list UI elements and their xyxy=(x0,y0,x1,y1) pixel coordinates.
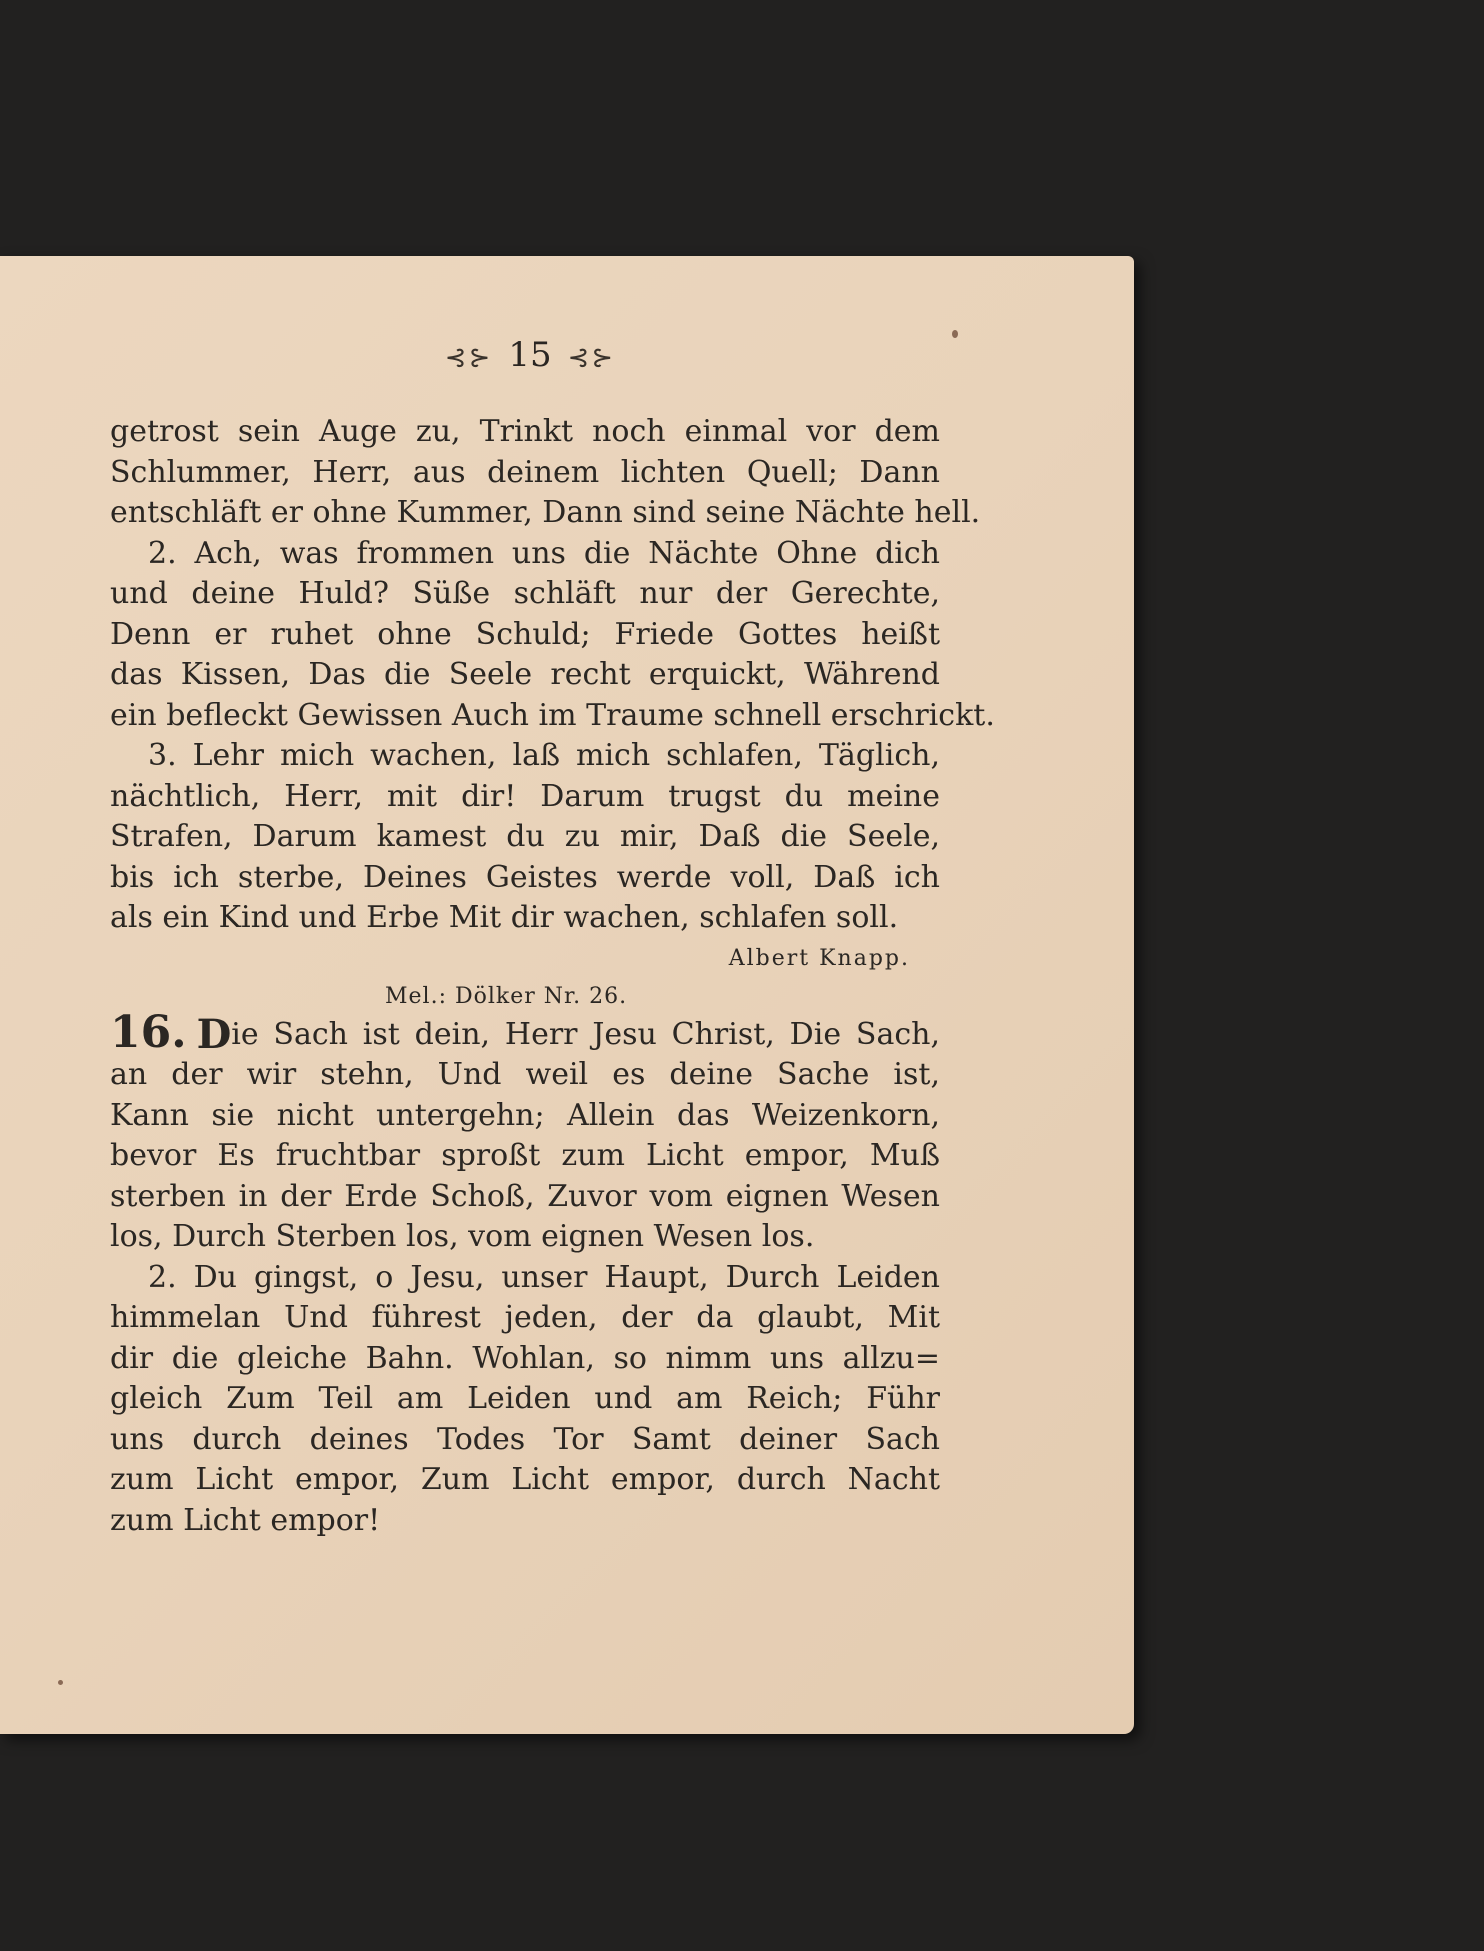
text-line: los, Durch Sterben los, vom eignen Wesen los. xyxy=(110,1219,815,1254)
running-head xyxy=(410,335,650,375)
verse-line: Strafen, Darum kamest du zu mir, Daß die Seele, xyxy=(110,819,940,854)
page-text xyxy=(110,412,995,1541)
verse-line: bis ich sterbe, Deines Geistes werde voll, Daß ich xyxy=(110,859,940,895)
verse-line: und deine Huld? Süße schläft nur der Gerechte, xyxy=(110,576,940,611)
verse-line: uns durch deines Todes Tor Samt deiner Sach xyxy=(110,1421,940,1457)
hymn-number: 16. xyxy=(110,1007,187,1058)
ornament-right-icon: ⊰⊱ xyxy=(567,343,616,373)
verse-line: zum Licht empor! xyxy=(110,1502,381,1538)
melody-reference: Mel.: Dölker Nr. 26. xyxy=(385,983,628,1009)
verse-line: als ein Kind und Erbe Mit dir wachen, schlafen soll. xyxy=(110,900,899,935)
text-line: Schlummer, Herr, aus deinem lichten Quell; Dann xyxy=(110,454,940,490)
ornament-left-icon: ⊰⊱ xyxy=(444,343,493,373)
initial-letter: D xyxy=(196,1011,232,1058)
text-line: ie Sach ist dein, Herr Jesu Christ, Die Sach, xyxy=(231,1016,940,1052)
text-line: an der wir stehn, Und weil es deine Sache ist, xyxy=(110,1057,940,1092)
text-line: entschläft er ohne Kummer, Dann sind seine Nächte hell. xyxy=(110,495,981,530)
page-number: 15 xyxy=(508,335,552,375)
verse-line: gleich Zum Teil am Leiden und am Reich; Führ xyxy=(110,1381,940,1416)
verse-line: zum Licht empor, Zum Licht empor, durch Nacht xyxy=(110,1462,940,1497)
text-line: getrost sein Auge zu, Trinkt noch einmal vor dem xyxy=(110,414,940,449)
verse-line: 3. Lehr mich wachen, laß mich schlafen, Täglich, xyxy=(148,738,940,773)
paper-spot xyxy=(952,330,958,338)
hymn-first-line xyxy=(110,1007,940,1058)
hymn-author: Albert Knapp. xyxy=(728,945,910,971)
text-line: sterben in der Erde Schoß, Zuvor vom eignen Wesen xyxy=(110,1178,940,1214)
verse-line: 2. Ach, was frommen uns die Nächte Ohne dich xyxy=(148,535,940,571)
text-line: bevor Es fruchtbar sproßt zum Licht empor, Muß xyxy=(110,1138,940,1173)
paper-spot xyxy=(58,1680,63,1685)
verse-line: nächtlich, Herr, mit dir! Darum trugst du meine xyxy=(110,778,940,814)
verse-line: dir die gleiche Bahn. Wohlan, so nimm uns allzu= xyxy=(110,1340,940,1376)
verse-line: Denn er ruhet ohne Schuld; Friede Gottes heißt xyxy=(110,616,940,652)
verse-line: ein befleckt Gewissen Auch im Traume schnell erschrickt. xyxy=(110,697,995,733)
verse-line: das Kissen, Das die Seele recht erquickt, Während xyxy=(110,657,940,692)
verse-line: 2. Du gingst, o Jesu, unser Haupt, Durch Leiden xyxy=(148,1259,940,1295)
text-line: Kann sie nicht untergehn; Allein das Weizenkorn, xyxy=(110,1097,940,1133)
verse-line: himmelan Und führest jeden, der da glaubt, Mit xyxy=(110,1300,940,1335)
